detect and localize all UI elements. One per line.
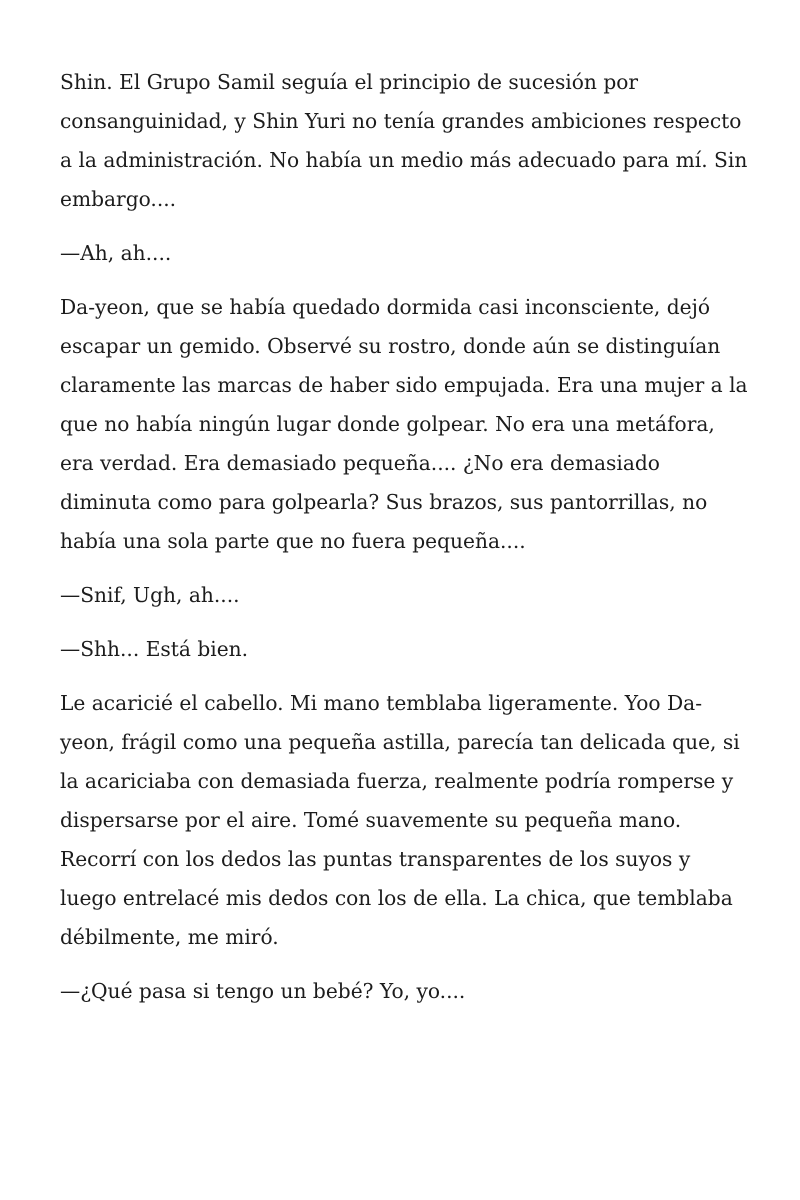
dialogue-line: —Shh... Está bien. [60, 637, 249, 661]
dialogue-line: —Ah, ah.... [60, 241, 172, 265]
paragraph: Le acaricié el cabello. Mi mano temblaba ligeramente. Yoo Da-yeon, frágil como una pequeña astilla, parecía tan delicada que, si la acariciaba con demasiada fuerza, realmente podría romperse y dispersarse por el aire. Tomé suavemente su pequeña mano. Recorrí con los dedos las puntas transparentes de los suyos y luego entrelacé mis dedos con los de ella. La chica, que temblaba débilmente, me miró. [60, 691, 740, 949]
dialogue-line: —¿Qué pasa si tengo un bebé? Yo, yo.... [60, 979, 466, 1003]
dialogue-line: —Snif, Ugh, ah.... [60, 583, 240, 607]
paragraph: Da-yeon, que se había quedado dormida casi inconsciente, dejó escapar un gemido. Observé su rostro, donde aún se distinguían claramente las marcas de haber sido empujada. Era una mujer a la que no había ningún lugar donde golpear. No era una metáfora, era verdad. Era demasiado pequeña.... ¿No era demasiado diminuta como para golpearla? Sus brazos, sus pantorrillas, no había una sola parte que no fuera pequeña.... [60, 295, 748, 553]
reading-page [60, 63, 750, 1026]
paragraph: Shin. El Grupo Samil seguía el principio de sucesión por consanguinidad, y Shin Yuri no tenía grandes ambiciones respecto a la administración. No había un medio más adecuado para mí. Sin embargo.... [60, 70, 748, 211]
